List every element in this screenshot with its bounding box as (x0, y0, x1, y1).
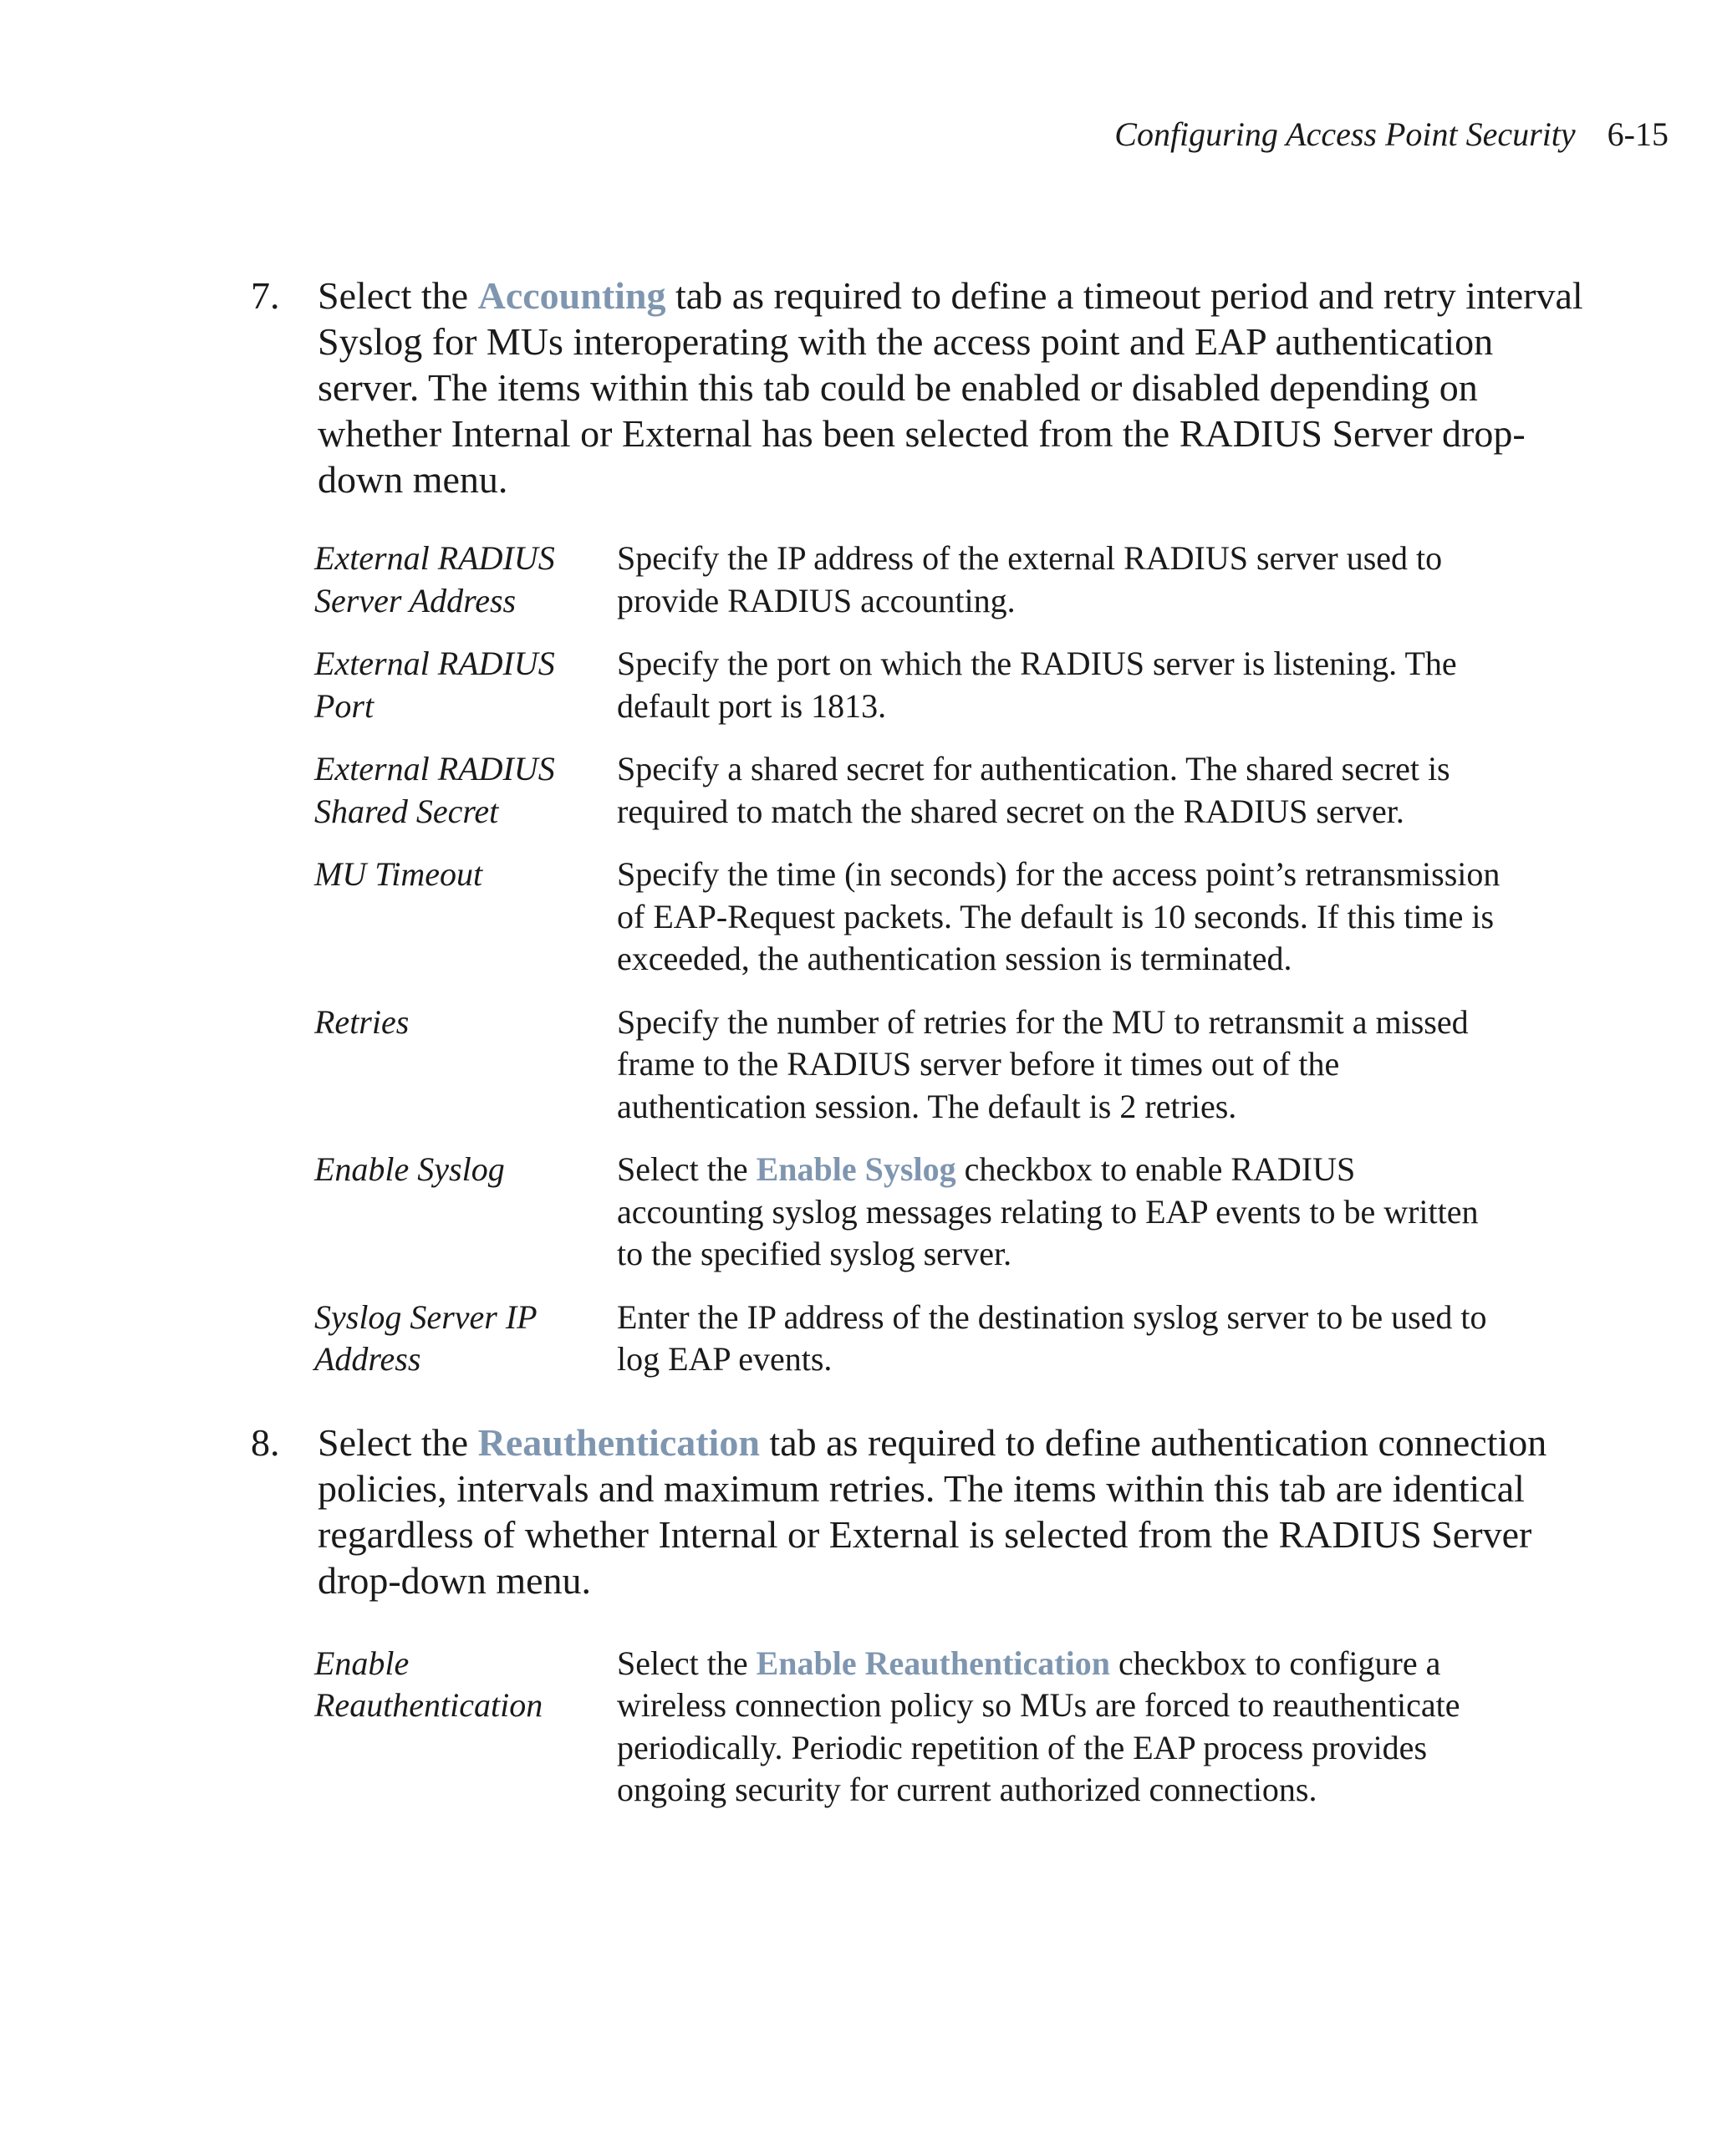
term-line: External RADIUS (314, 645, 555, 682)
step-8 (251, 1419, 1588, 1603)
enable-reauthentication-reference: Enable Reauthentication (756, 1644, 1110, 1682)
term-line: Server Address (314, 581, 517, 619)
definition-term (314, 854, 617, 981)
definition-description (617, 1149, 1503, 1276)
term-line: Shared Secret (314, 792, 499, 830)
step-text: Select the (318, 274, 478, 317)
definition-description: Specify the number of retries for the MU to retransmit a missed frame to the RADIUS server before it times out of the authentication session. The default is 2 retries. (617, 1002, 1469, 1125)
term-line: Port (314, 686, 374, 725)
description-text: Select the (617, 1644, 757, 1682)
definition-description: Specify the IP address of the external RADIUS server used to provide RADIUS accounting. (617, 539, 1443, 619)
definition-row (314, 1297, 1518, 1381)
definition-term (314, 1149, 617, 1276)
step-paragraph (318, 273, 1588, 502)
term-line: Address (314, 1340, 421, 1378)
header-section-title: Configuring Access Point Security (1114, 115, 1576, 153)
definition-term (314, 538, 617, 622)
term-line: Enable (314, 1644, 410, 1682)
definition-term (314, 1002, 617, 1129)
definition-description: Specify the time (in seconds) for the access point’s retransmission of EAP-Request packets. The default is 10 seconds. If this time is exceeded, the authentication session is terminated. (617, 855, 1501, 977)
definition-row (314, 1002, 1518, 1129)
accounting-definition-list (314, 538, 1518, 1381)
term-line: Reauthentication (314, 1686, 543, 1724)
term-line: MU Timeout (314, 855, 483, 893)
definition-row (314, 538, 1518, 622)
step-number: 8. (251, 1420, 280, 1464)
page-number: 6-15 (1607, 115, 1669, 153)
definition-description: Specify the port on which the RADIUS server is listening. The default port is 1813. (617, 645, 1457, 725)
description-text: Select the (617, 1150, 757, 1188)
definition-description: Specify a shared secret for authentication. The shared secret is required to match the shared secret on the RADIUS server. (617, 750, 1450, 830)
definition-term (314, 643, 617, 727)
term-line: External RADIUS (314, 539, 555, 577)
step-text: tab as required to define authentication connection policies, intervals and maximum retries. The items within this tab are identical regardless of whether Internal or External is selected from the RADIUS Server drop-down menu. (318, 1420, 1547, 1602)
running-header (1114, 114, 1669, 155)
definition-term (314, 1297, 617, 1381)
definition-term (314, 1643, 617, 1812)
definition-row (314, 643, 1518, 727)
enable-syslog-reference: Enable Syslog (756, 1150, 956, 1188)
step-paragraph (318, 1419, 1588, 1603)
definition-row (314, 748, 1518, 833)
definition-description (617, 1643, 1503, 1812)
step-7 (251, 273, 1588, 502)
page-content (251, 273, 1588, 1812)
definition-row (314, 854, 1518, 981)
term-line: External RADIUS (314, 750, 555, 787)
reauthentication-tab-reference: Reauthentication (477, 1420, 760, 1464)
term-line: Enable Syslog (314, 1150, 505, 1188)
term-line: Syslog Server IP (314, 1297, 538, 1336)
accounting-tab-reference: Accounting (477, 274, 666, 317)
definition-description: Enter the IP address of the destination syslog server to be used to log EAP events. (617, 1297, 1487, 1378)
step-text: Select the (318, 1420, 478, 1464)
step-number: 7. (251, 274, 280, 317)
reauthentication-definition-list (314, 1643, 1518, 1812)
definition-row (314, 1149, 1518, 1276)
description-text: checkbox to configure a wireless connection policy so MUs are forced to reauthenticate periodically. Periodic repetition of the EAP process provides ongoing security for current authorized connections. (617, 1644, 1460, 1808)
term-line: Retries (314, 1002, 410, 1041)
description-text: checkbox to enable RADIUS accounting syslog messages relating to EAP events to be written to the specified syslog server. (617, 1150, 1479, 1272)
step-text: tab as required to define a timeout period and retry interval Syslog for MUs interoperating with the access point and EAP authentication server. The items within this tab could be enabled or disabled depending on whether Internal or External has been selected from the RADIUS Server drop-down menu. (318, 274, 1583, 501)
definition-term (314, 748, 617, 833)
definition-row (314, 1643, 1518, 1812)
